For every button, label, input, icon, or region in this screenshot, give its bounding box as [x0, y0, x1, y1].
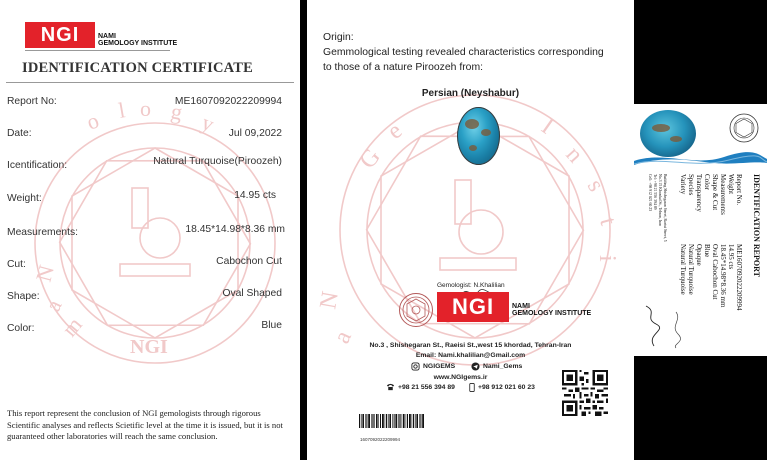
telegram-icon	[471, 362, 480, 371]
report-card-address: Cell: +98 912 021 60 23	[648, 174, 652, 212]
logo-mark: NGI	[25, 22, 95, 48]
logo-line1: NAMI	[98, 32, 116, 40]
origin-place: Persian (Neyshabur)	[421, 88, 520, 99]
logo-line2: GEMOLOGY INSTITUTE	[512, 310, 592, 317]
turquoise-gem-image	[640, 110, 696, 157]
logo-institute	[98, 33, 177, 48]
svg-text:i: i	[594, 255, 620, 262]
logo-mark: NGI	[437, 292, 509, 322]
svg-text:e: e	[382, 117, 408, 145]
qr-code	[562, 370, 608, 416]
report-card-value: Oval Cabochon Cut	[711, 244, 719, 300]
contact-email: Email: Nami.khalilian@Gmail.com	[415, 352, 526, 359]
field-label: Color:	[7, 323, 35, 334]
report-card-label: Color	[703, 174, 711, 190]
signature	[668, 310, 684, 350]
turquoise-gem-image	[457, 107, 500, 165]
field-value: Natural Turquoise(Piroozeh)	[153, 156, 282, 167]
field-label: Report No:	[7, 96, 57, 107]
field-value: Jul 09,2022	[228, 128, 282, 139]
report-card-title: IDENTIFICATION REPORT	[752, 174, 761, 277]
gem-matrix	[481, 129, 491, 136]
mobile-number	[469, 383, 535, 392]
instagram-icon	[411, 362, 420, 371]
field-value: Blue	[261, 320, 282, 331]
report-card-value: Natural Turquoise	[687, 244, 695, 295]
contact-address: No.3 , Shishegaran St., Raeisi St.,west 15 khordad, Tehran-Iran	[369, 342, 572, 349]
field-label: Shape:	[7, 291, 40, 302]
svg-text:l: l	[116, 97, 127, 123]
barcode	[359, 414, 425, 428]
svg-text:o: o	[140, 96, 151, 121]
report-card-label: Weight	[727, 174, 735, 195]
wave-divider	[634, 151, 767, 167]
report-card-value: Natural Turquoise	[679, 244, 687, 295]
svg-text:o: o	[83, 107, 103, 135]
signature	[642, 304, 662, 348]
identification-certificate	[0, 0, 300, 460]
gemologist-name: Gemologist: N.Khalilian	[437, 282, 505, 289]
report-card-label: Variety	[679, 174, 687, 195]
field-value: 14.95 cts	[234, 190, 276, 201]
svg-text:y: y	[198, 109, 218, 137]
website-link[interactable]: www.NGIgems.ir	[433, 374, 488, 381]
telegram-handle: Nami_Gems	[483, 363, 523, 370]
svg-text:N: N	[30, 262, 59, 285]
barcode-number: 1607092022209994	[360, 437, 401, 442]
report-card-label: Report No.	[735, 174, 743, 206]
gem-matrix	[652, 124, 670, 132]
logo-line2: GEMOLOGY INSTITUTE	[98, 40, 178, 47]
instagram-handle: NGIGEMS	[423, 363, 456, 370]
mobile-icon	[469, 383, 475, 392]
field-value: Cabochon Cut	[216, 256, 282, 267]
field-label: Cut:	[7, 259, 26, 270]
svg-text:NGI: NGI	[130, 336, 168, 358]
report-card-label: Measurements	[719, 174, 727, 215]
report-card-label: Species	[687, 174, 695, 196]
svg-text:t: t	[594, 214, 622, 228]
report-card-value: Blue	[703, 244, 711, 258]
report-card-address: No.3 15 Khordad St., Tehran, Iran	[658, 174, 662, 226]
field-label: Date:	[7, 128, 32, 139]
svg-text:a: a	[39, 295, 67, 316]
svg-text:I: I	[536, 113, 559, 140]
report-card-value: 18.45*14.98*8.36 mm	[719, 244, 727, 308]
report-card-value: Opaque	[695, 244, 703, 266]
report-card-label: Shape & Cut	[711, 174, 719, 211]
phone-icon	[386, 383, 395, 391]
seal-icon	[728, 112, 760, 144]
report-card-address: Building Shishegaran Street, Raeisi Street, 5	[663, 174, 667, 242]
report-card-value: 14.95 cts	[727, 244, 735, 270]
identification-report-card	[634, 104, 767, 356]
field-value: Oval Shaped	[222, 288, 282, 299]
field-value: ME1607092022209994	[174, 96, 282, 107]
institute-seal	[399, 293, 433, 327]
svg-text:s: s	[581, 175, 609, 197]
field-value: 18.45*14.98*8.36 mm	[185, 224, 285, 235]
svg-text:G: G	[354, 143, 386, 174]
certificate-title: IDENTIFICATION CERTIFICATE	[22, 60, 253, 76]
gem-matrix	[469, 145, 477, 151]
phone-text: +98 21 556 394 89	[398, 383, 455, 391]
logo-line1: NAMI	[512, 302, 530, 310]
logo-institute	[512, 303, 591, 318]
origin-line1: Gemmological testing revealed characteristics corresponding	[323, 47, 604, 58]
origin-line2: to those of a nature Piroozeh from:	[323, 62, 483, 73]
gem-matrix	[670, 136, 682, 142]
origin-page	[307, 0, 634, 460]
svg-text:g: g	[169, 98, 185, 125]
field-label: Icentification:	[7, 160, 68, 171]
logo-underline	[25, 50, 170, 51]
report-card-value: ME1607092022209994	[735, 244, 743, 311]
mobile-text: +98 912 021 60 23	[478, 384, 535, 391]
svg-text:m: m	[56, 312, 87, 342]
svg-text:a: a	[328, 326, 357, 348]
ngi-logo	[437, 292, 591, 322]
svg-text:n: n	[560, 141, 588, 168]
disclaimer-text: This report represent the conclusion of NGI gemologists through rigorous Scientific analyses and reflects Scietific level at the time it is issued, but it is not guaranteed other laboratories will reach the same conclusion.	[7, 408, 283, 441]
field-label: Weight:	[7, 193, 42, 204]
telegram-link[interactable]	[471, 362, 522, 371]
ngi-logo	[25, 22, 177, 48]
seal-icon	[400, 294, 432, 326]
report-card-address: Tel: +98 21 556 394 89	[653, 174, 657, 210]
origin-statement	[323, 30, 604, 75]
svg-text:N: N	[315, 289, 344, 312]
instagram-link[interactable]	[411, 362, 455, 371]
report-card-label: Transparency	[695, 174, 703, 212]
gem-matrix	[465, 119, 479, 129]
field-label: Measurements:	[7, 227, 78, 238]
phone-number	[386, 383, 455, 391]
origin-heading: Origin:	[323, 32, 354, 43]
title-divider	[6, 82, 294, 83]
